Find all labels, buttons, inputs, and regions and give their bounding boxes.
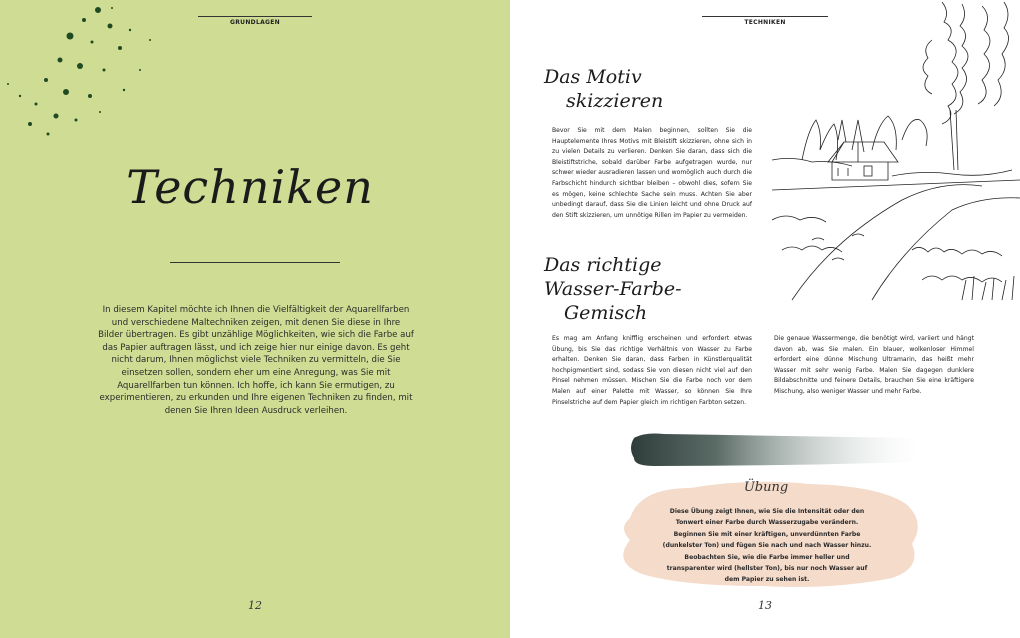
title-rule bbox=[170, 262, 340, 263]
splatter-dot bbox=[28, 122, 32, 126]
section2-column2: Die genaue Wassermenge, die benötigt wird, variiert und hängt davon ab, was Sie malen. Ein blauer, wolkenloser Himmel erfordert eine dünne Mischung Ultramarin, das heißt mehr Wasser mit sehr wenig Farbe. Malen Sie dagegen dunklere Bildabschnitte und feinere Details, brauchen Sie eine kräftigere Mischung, also weniger Wasser und mehr Farbe. bbox=[774, 335, 974, 395]
exercise-title: Übung bbox=[743, 480, 789, 495]
splatter-dot bbox=[77, 63, 83, 69]
splatter-dot bbox=[82, 18, 86, 22]
splatter-dot bbox=[67, 33, 74, 40]
splatter-dot bbox=[75, 119, 78, 122]
section2-heading-line2: Wasser-Farbe- bbox=[544, 278, 682, 300]
splatter-dot bbox=[139, 69, 141, 71]
splatter-dot bbox=[99, 111, 101, 113]
page-number: 12 bbox=[248, 599, 262, 612]
section2-heading-line3: Gemisch bbox=[564, 302, 648, 324]
splatter-dot bbox=[91, 41, 94, 44]
splatter-dot bbox=[108, 24, 113, 29]
splatter-dot bbox=[129, 29, 131, 31]
watercolor-gradient-swatch bbox=[630, 428, 916, 472]
page-number: 13 bbox=[758, 599, 772, 612]
section2-column1: Es mag am Anfang knifflig erscheinen und erfordert etwas Übung, bis Sie das richtige Verhältnis von Wasser zu Farbe erhalten. Denken Sie daran, dass Farben in Künstlerqualität hochpigmentiert sind, sodass Sie von diesen nicht viel auf den Pinsel nehmen müssen. Mischen Sie die Farbe noch vor dem Malen auf einer Palette mit Wasser, so können Sie Ihre Pinselstriche auf dem Papier gleich im richtigen Farbton setzen. bbox=[552, 335, 752, 406]
running-head-rule bbox=[198, 16, 312, 17]
splatter-dot bbox=[95, 7, 101, 13]
splatter-dot bbox=[47, 133, 50, 136]
running-head: TECHNIKEN bbox=[744, 19, 786, 26]
chapter-title: Techniken bbox=[126, 160, 374, 214]
running-head: GRUNDLAGEN bbox=[230, 19, 280, 26]
splatter-dot bbox=[118, 46, 122, 50]
section1-body: Bevor Sie mit dem Malen beginnen, sollten Sie die Hauptelemente Ihres Motivs mit Bleistift skizzieren, ohne sich in zu vielen Details zu verlieren. Denken Sie daran, dass sich die Bleistiftstriche, sobald darüber Farbe aufgetragen wurde, nur schwer wieder ausradieren lassen und womöglich auch durch die Farbschicht hindurch sichtbar bleiben – obwohl dies, sofern Sie es mögen, keine schlechte Sache sein muss. Achten Sie aber unbedingt darauf, dass Sie die Linien leicht und ohne Druck auf den Stift skizzieren, um unnötige Rillen im Papier zu vermeiden. bbox=[552, 127, 752, 219]
splatter-dot bbox=[7, 83, 9, 85]
splatter-dot bbox=[123, 89, 125, 91]
splatter-dot bbox=[54, 114, 59, 119]
splatter-dot bbox=[35, 103, 38, 106]
section1-heading-line2: skizzieren bbox=[566, 90, 664, 112]
landscape-sketch bbox=[772, 0, 1020, 302]
splatter-dot bbox=[58, 58, 63, 63]
section1-heading-line1: Das Motiv bbox=[544, 66, 642, 88]
intro-paragraph: In diesem Kapitel möchte ich Ihnen die Vielfältigkeit der Aquarellfarben und verschiedene Maltechniken zeigen, mit denen Sie diese in Ihre Bilder übertragen. Es gibt unzählige Möglichkeiten, wie sich die Farbe auf das Papier auftragen lässt, und ich zeige hier nur einige davon. Es geht nicht darum, Ihnen möglichst viele Techniken zu vermitteln, die Sie einsetzen sollen, sondern eher um eine Anregung, was Sie mit Aquarellfarben tun können. Ich hoffe, ich kann Sie ermutigen, zu experimentieren, zu erkunden und Ihre eigenen Techniken zu finden, mit denen Sie Ihren Ideen Ausdruck verleihen. bbox=[98, 305, 414, 416]
splatter-dot bbox=[111, 7, 113, 9]
splatter-dot bbox=[63, 89, 69, 95]
splatter-dot bbox=[44, 78, 48, 82]
splatter-dot bbox=[103, 69, 106, 72]
splatter-dot bbox=[149, 39, 151, 41]
exercise-text: Diese Übung zeigt Ihnen, wie Sie die Intensität oder den Tonwert einer Farbe durch Wasserzugabe verändern. Beginnen Sie mit einer kräftigen, unverdünnten Farbe (dunkelster Ton) und fügen Sie nach und nach Wasser hinzu. Beobachten Sie, wie die Farbe immer heller und transparenter wird (hellster Ton), bis nur noch Wasser auf dem Papier zu sehen ist. bbox=[662, 508, 872, 584]
section2-heading-line1: Das richtige bbox=[544, 254, 662, 276]
splatter-dot bbox=[19, 95, 21, 97]
paint-splatter bbox=[0, 0, 180, 140]
right-page bbox=[510, 0, 1020, 638]
splatter-dot bbox=[88, 94, 92, 98]
